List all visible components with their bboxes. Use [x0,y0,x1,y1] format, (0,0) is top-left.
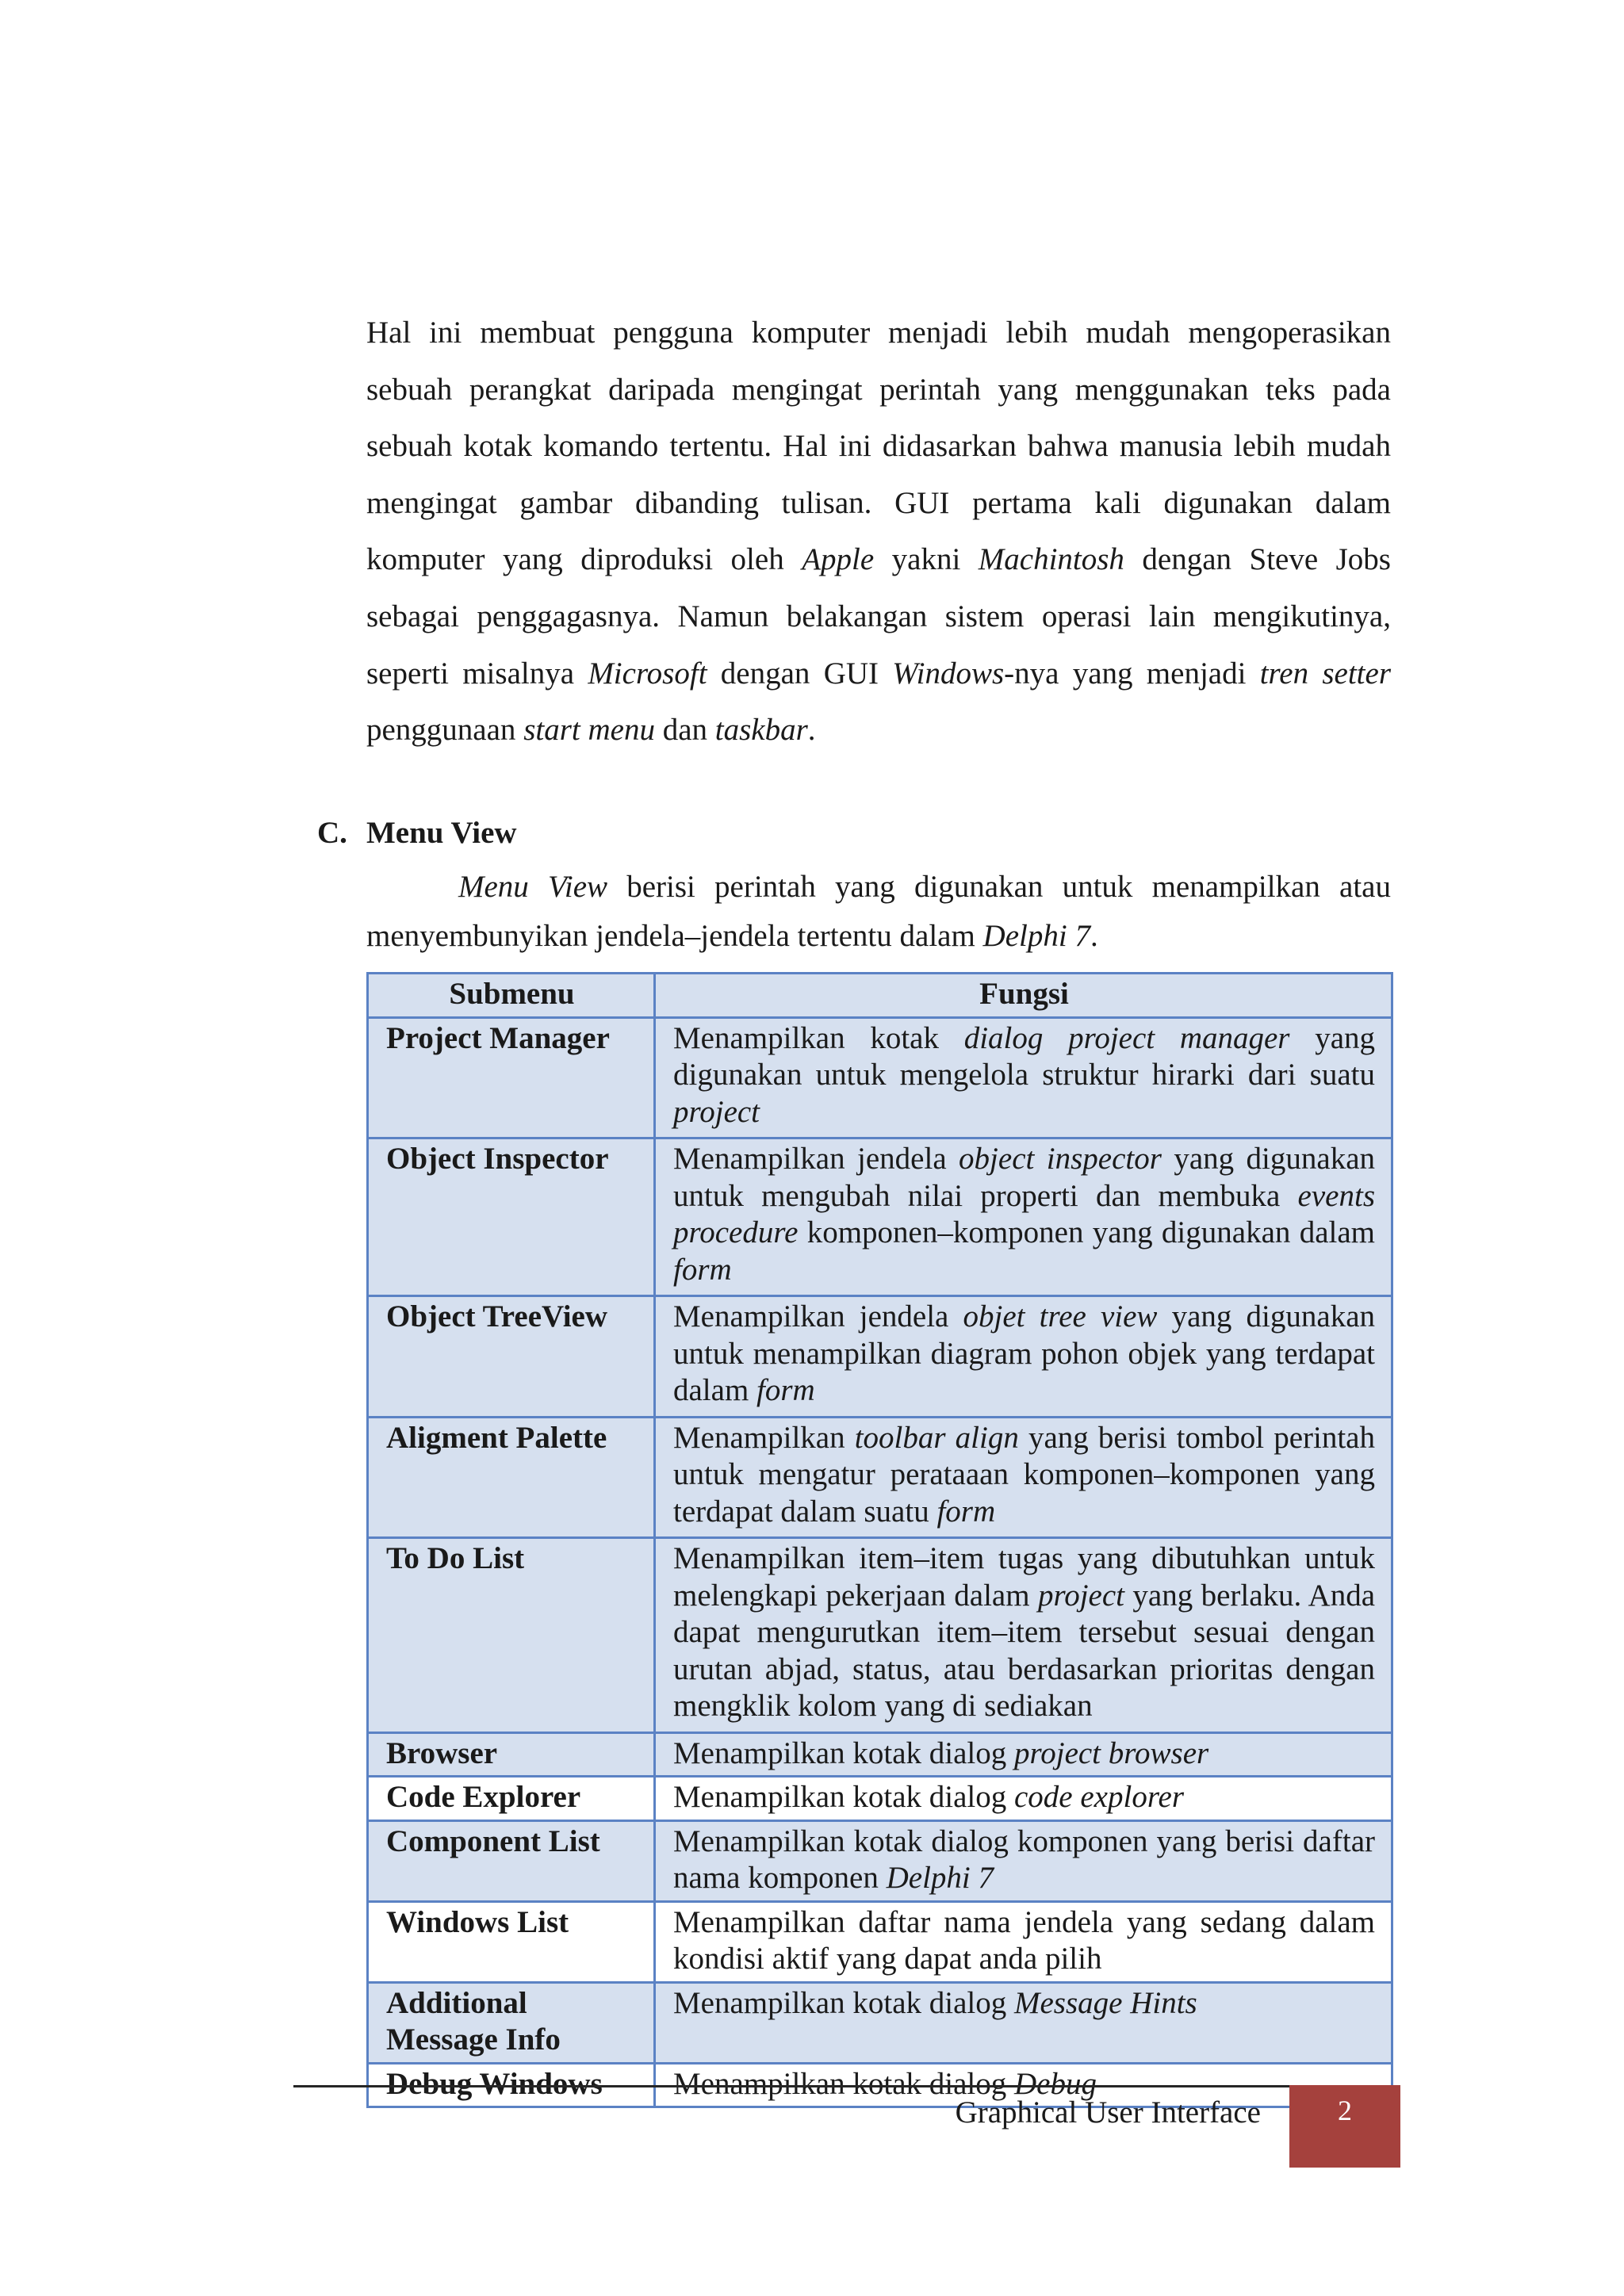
fungsi-cell: Menampilkan kotak dialog project browser [655,1732,1392,1777]
submenu-cell: Additional Message Info [368,1982,655,2063]
submenu-cell: Debug Windows [368,2063,655,2107]
section-title: Menu View [366,816,517,850]
page-number: 2 [1338,2095,1352,2126]
fungsi-cell: Menampilkan daftar nama jendela yang sedang dalam kondisi aktif yang dapat anda pilih [655,1901,1392,1982]
footer-title: Graphical User Interface [955,2095,1261,2130]
submenu-cell: To Do List [368,1538,655,1733]
table-row [368,1732,1392,1777]
fungsi-cell: Menampilkan kotak dialog Debug [655,2063,1392,2107]
table-row [368,1982,1392,2063]
table-row [368,1017,1392,1138]
submenu-cell: Object Inspector [368,1138,655,1296]
submenu-cell: Browser [368,1732,655,1777]
section-heading [317,815,517,851]
footer-divider [293,2085,1293,2087]
section-intro: Menu View berisi perintah yang digunakan untuk menampilkan atau menyembunyikan jendela–jendela tertentu dalam Delphi 7. [366,870,1391,953]
fungsi-cell: Menampilkan kotak dialog Message Hints [655,1982,1392,2063]
table-row [368,1901,1392,1982]
fungsi-cell: Menampilkan item–item tugas yang dibutuhkan untuk melengkapi pekerjaan dalam project yang berlaku. Anda dapat mengurutkan item–item tersebut sesuai dengan urutan abjad, status, atau berdasarkan prioritas dengan mengklik kolom yang di sediakan [655,1538,1392,1733]
table-row [368,1820,1392,1901]
table-row [368,1538,1392,1733]
submenu-cell: Object TreeView [368,1296,655,1418]
table-row [368,1777,1392,1821]
submenu-table [366,972,1393,2108]
submenu-cell: Component List [368,1820,655,1901]
fungsi-cell: Menampilkan toolbar align yang berisi tombol perintah untuk mengatur perataaan komponen–komponen yang terdapat dalam suatu form [655,1417,1392,1538]
section-letter: C. [317,816,347,850]
table-row [368,1296,1392,1418]
header-fungsi: Fungsi [655,974,1392,1018]
fungsi-cell: Menampilkan jendela object inspector yang digunakan untuk mengubah nilai properti dan membuka events procedure komponen–komponen yang digunakan dalam form [655,1138,1392,1296]
submenu-cell: Project Manager [368,1017,655,1138]
fungsi-cell: Menampilkan kotak dialog project manager yang digunakan untuk mengelola struktur hirarki dari suatu project [655,1017,1392,1138]
page-number-box [1289,2085,1400,2168]
fungsi-cell: Menampilkan kotak dialog code explorer [655,1777,1392,1821]
submenu-cell: Aligment Palette [368,1417,655,1538]
table-row [368,1417,1392,1538]
header-submenu: Submenu [368,974,655,1018]
body-paragraph: Hal ini membuat pengguna komputer menjadi lebih mudah mengoperasikan sebuah perangkat daripada mengingat perintah yang menggunakan teks pada sebuah kotak komando tertentu. Hal ini didasarkan bahwa manusia lebih mudah mengingat gambar dibanding tulisan. GUI pertama kali digunakan dalam komputer yang diproduksi oleh Apple yakni Machintosh dengan Steve Jobs sebagai penggagasnya. Namun belakangan sistem operasi lain mengikutinya, seperti misalnya Microsoft dengan GUI Windows-nya yang menjadi tren setter penggunaan start menu dan taskbar. [366,316,1391,748]
fungsi-cell: Menampilkan jendela objet tree view yang digunakan untuk menampilkan diagram pohon objek yang terdapat dalam form [655,1296,1392,1418]
table-row [368,1138,1392,1296]
table-header-row [368,974,1392,1018]
submenu-cell: Windows List [368,1901,655,1982]
fungsi-cell: Menampilkan kotak dialog komponen yang berisi daftar nama komponen Delphi 7 [655,1820,1392,1901]
submenu-cell: Code Explorer [368,1777,655,1821]
